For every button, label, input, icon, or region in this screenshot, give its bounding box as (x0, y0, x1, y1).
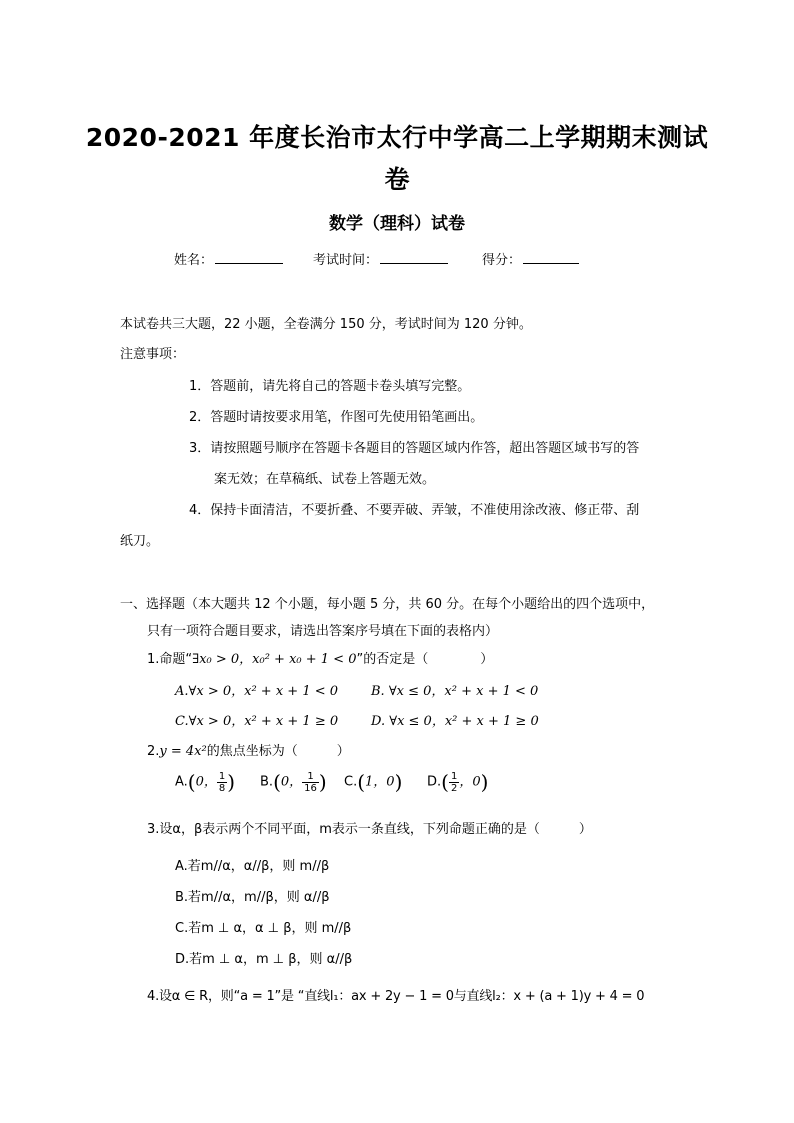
q2-d-fraction (449, 771, 459, 794)
q2-option-b (260, 770, 327, 794)
q3-option-c: C.若m ⊥ α，α ⊥ β，则 m//β (175, 921, 352, 936)
q2-d-y: ，0 (459, 774, 481, 790)
time-blank (380, 249, 448, 264)
q2-b-fraction (302, 771, 319, 794)
note-4-line2: 纸刀。 (120, 534, 160, 549)
note-3-line1: 3．请按照题号顺序在答题卡各题目的答题区域内作答，超出答题区域书写的答 (189, 441, 640, 456)
q2-option-d (427, 770, 488, 794)
note-4-line1: 4．保持卡面清洁，不要折叠、不要弄破、弄皱，不准使用涂改液、修正带、刮 (189, 503, 640, 518)
q2-d-close-paren: ) (480, 770, 489, 794)
q2-b-den: 16 (304, 782, 317, 794)
q2-c-close-paren: ) (394, 770, 403, 794)
q2-b-close-paren: ) (318, 770, 327, 794)
q2-b-num: 1 (302, 771, 319, 783)
score-blank (523, 249, 579, 264)
q2-prefix: 2. (147, 744, 160, 759)
name-blank (215, 249, 283, 264)
q3-option-d: D.若m ⊥ α，m ⊥ β，则 α//β (175, 952, 353, 967)
q2-d-label: D. (427, 774, 442, 790)
exam-subtitle: 数学（理科）试卷 (329, 214, 465, 234)
q2-b-open-paren: ( (273, 770, 281, 794)
name-label: 姓名： (174, 253, 214, 268)
q3-option-b: B.若m//α，m//β，则 α//β (175, 890, 330, 905)
q1-suffix: ”的否定是（ ） (356, 652, 494, 667)
section1-heading-line1: 一、选择题（本大题共 12 个小题，每小题 5 分，共 60 分。在每个小题给出的四个选项中， (120, 597, 655, 612)
q2-c-label: C. (344, 774, 358, 790)
q2-d-num: 1 (450, 770, 458, 782)
exam-title-line2: 卷 (384, 165, 410, 194)
notes-heading: 注意事项： (120, 347, 186, 362)
q1-option-c: C.∀x > 0，x² + x + 1 ≥ 0 (175, 714, 339, 729)
q1-option-a: A.∀x > 0，x² + x + 1 < 0 (175, 684, 339, 699)
q1-math: ∃x₀ > 0，x₀² + x₀ + 1 < 0 (192, 652, 357, 667)
score-field (482, 249, 579, 268)
q2-a-close-paren: ) (227, 770, 236, 794)
time-field (313, 249, 448, 268)
section1-heading-line2: 只有一项符合题目要求，请选出答案序号填在下面的表格内） (147, 624, 499, 639)
exam-title-line1: 2020-2021 年度长治市太行中学高二上学期期末测试 (85, 123, 709, 152)
q1-option-b: B. ∀x ≤ 0，x² + x + 1 < 0 (371, 684, 539, 699)
q2-b-label: B. (260, 774, 274, 790)
q2-c-open-paren: ( (357, 770, 366, 794)
name-field (174, 249, 283, 268)
question-1-stem (147, 648, 493, 667)
q2-a-x: 0， (195, 774, 217, 790)
q2-option-a (175, 770, 235, 794)
score-label: 得分： (482, 253, 522, 268)
note-2: 2．答题时请按要求用笔，作图可先使用铅笔画出。 (189, 410, 484, 425)
q2-suffix: 的焦点坐标为（ ） (206, 744, 350, 759)
q2-math: y = 4x² (159, 744, 207, 759)
q2-a-den: 8 (218, 782, 226, 794)
question-4-stem: 4.设α ∈ R，则“a = 1”是 “直线l₁：ax + 2y − 1 = 0与直线l₂：x + (a + 1)y + 4 = 0 (147, 989, 645, 1004)
q1-prefix: 1.命题“ (147, 652, 193, 667)
question-2-stem (147, 740, 350, 759)
q2-c-text: 1，0 (365, 774, 395, 790)
note-3-line2: 案无效；在草稿纸、试卷上答题无效。 (214, 472, 436, 487)
question-3-stem: 3.设α，β表示两个不同平面，m表示一条直线，下列命题正确的是（ ） (147, 822, 592, 837)
time-label: 考试时间： (313, 253, 379, 268)
intro-summary: 本试卷共三大题，22 小题，全卷满分 150 分，考试时间为 120 分钟。 (120, 317, 532, 332)
q2-option-c (344, 770, 402, 794)
q3-option-a: A.若m//α，α//β，则 m//β (175, 859, 330, 874)
q1-option-d: D. ∀x ≤ 0，x² + x + 1 ≥ 0 (371, 714, 539, 729)
q2-a-num: 1 (218, 770, 226, 782)
q2-a-open-paren: ( (187, 770, 196, 794)
q2-a-fraction (217, 771, 227, 794)
q2-d-open-paren: ( (441, 770, 449, 794)
q2-b-x: 0， (280, 774, 303, 790)
note-1: 1．答题前，请先将自己的答题卡卷头填写完整。 (189, 379, 471, 394)
q2-d-den: 2 (450, 782, 458, 794)
q2-a-label: A. (175, 774, 188, 790)
